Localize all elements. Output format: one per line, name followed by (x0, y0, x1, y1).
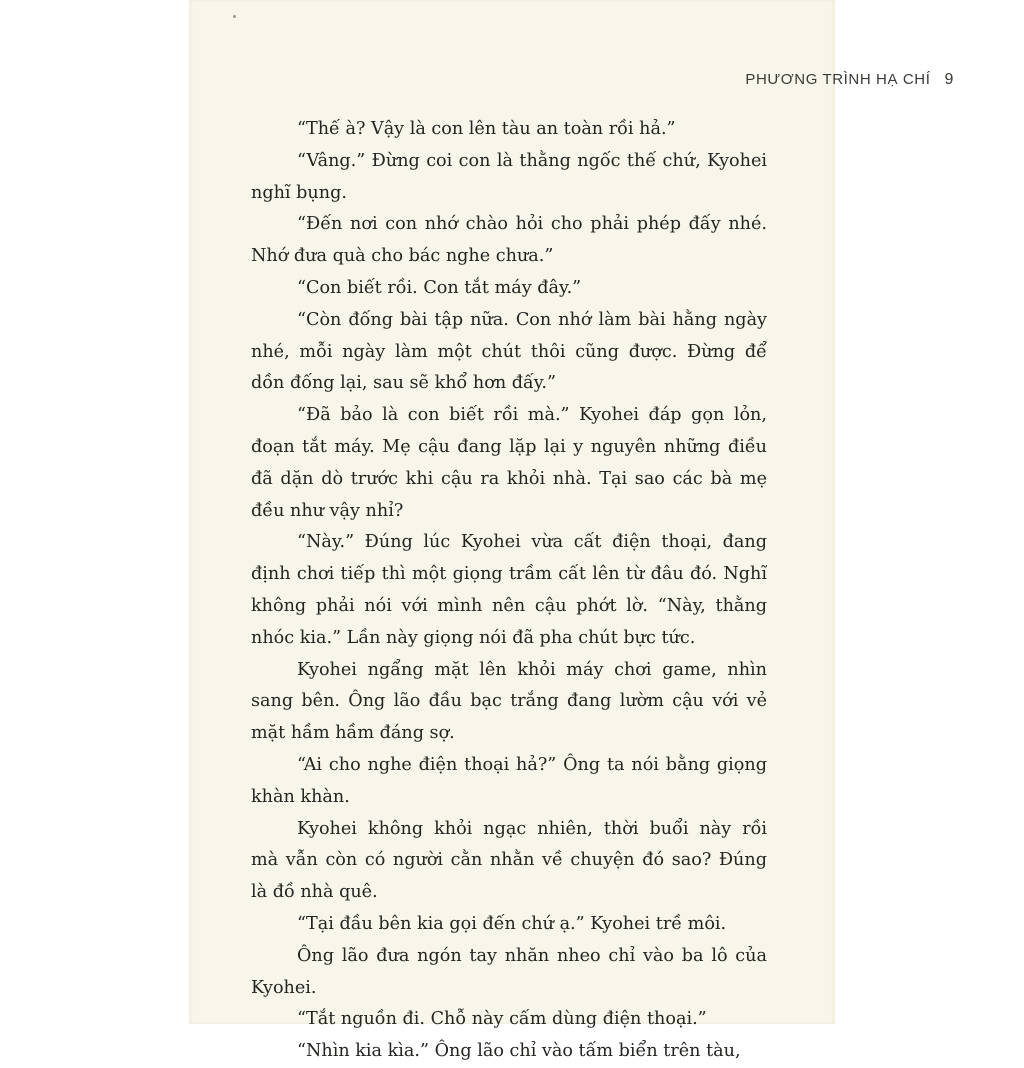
text-line: mặt hầm hầm đáng sợ. (251, 723, 455, 744)
paragraph (297, 909, 767, 941)
book-title: PHƯƠNG TRÌNH HẠ CHÍ (745, 71, 931, 88)
text-line: đã dặn dò trước khi cậu ra khỏi nhà. Tại sao các bà mẹ (251, 468, 767, 489)
text-line: “Thế à? Vậy là con lên tàu an toàn rồi hả.” (297, 119, 676, 139)
text-line: Ông lão đưa ngón tay nhăn nheo chỉ vào ba lô của (297, 945, 767, 966)
paragraph (251, 941, 767, 1005)
paragraph (251, 750, 767, 814)
text-line: nghĩ bụng. (251, 182, 347, 203)
running-head (745, 71, 954, 89)
text-line: mà vẫn còn có người cằn nhằn về chuyện đó sao? Đúng (251, 850, 767, 871)
paragraph (251, 655, 767, 750)
paragraph (251, 400, 767, 527)
text-line: đoạn tắt máy. Mẹ cậu đang lặp lại y nguyên những điều (251, 436, 767, 457)
text-line: Kyohei. (251, 977, 317, 998)
paragraph (251, 209, 767, 273)
text-line: “Tại đầu bên kia gọi đến chứ ạ.” Kyohei trề môi. (297, 913, 727, 934)
text-line: định chơi tiếp thì một giọng trầm cất lên từ đâu đó. Nghĩ (251, 564, 767, 585)
paragraph (251, 527, 767, 654)
paragraph (251, 305, 767, 400)
text-line: “Ai cho nghe điện thoại hả?” Ông ta nói bằng giọng (297, 754, 767, 775)
dust-speck (233, 15, 236, 18)
paragraph (297, 1036, 767, 1068)
text-line: nhé, mỗi ngày làm một chút thôi cũng được. Đừng để (251, 341, 767, 362)
text-line: “Còn đống bài tập nữa. Con nhớ làm bài hằng ngày (297, 309, 767, 330)
text-line: “Vâng.” Đừng coi con là thằng ngốc thế chứ, Kyohei (297, 150, 767, 171)
text-line: “Con biết rồi. Con tắt máy đây.” (297, 277, 582, 298)
text-line: không phải nói với mình nên cậu phớt lờ. “Này, thằng (251, 595, 767, 616)
paragraph (297, 1004, 767, 1036)
text-line: nhóc kia.” Lần này giọng nói đã pha chút bực tức. (251, 627, 696, 648)
paragraph (297, 273, 767, 305)
text-line: dồn đống lại, sau sẽ khổ hơn đấy.” (251, 373, 556, 394)
text-line: Kyohei không khỏi ngạc nhiên, thời buổi này rồi (297, 818, 767, 839)
text-line: Kyohei ngẩng mặt lên khỏi máy chơi game, nhìn (297, 659, 767, 680)
text-line: “Tắt nguồn đi. Chỗ này cấm dùng điện thoại.” (297, 1009, 707, 1030)
paragraph (251, 146, 767, 210)
text-line: Nhớ đưa quà cho bác nghe chưa.” (251, 246, 554, 267)
paragraph (251, 814, 767, 909)
page-number: 9 (944, 71, 954, 88)
text-line: “Này.” Đúng lúc Kyohei vừa cất điện thoại, đang (297, 532, 767, 553)
paragraph (297, 114, 767, 146)
body-text (251, 114, 767, 1068)
text-line: là đồ nhà quê. (251, 882, 378, 903)
text-line: “Nhìn kia kìa.” Ông lão chỉ vào tấm biển trên tàu, (297, 1041, 741, 1062)
text-line: sang bên. Ông lão đầu bạc trắng đang lườm cậu với vẻ (251, 691, 767, 712)
text-line: “Đã bảo là con biết rồi mà.” Kyohei đáp gọn lỏn, (297, 405, 767, 426)
text-line: đều như vậy nhỉ? (251, 500, 404, 521)
text-line: khàn khàn. (251, 786, 350, 807)
text-line: “Đến nơi con nhớ chào hỏi cho phải phép đấy nhé. (297, 214, 767, 235)
